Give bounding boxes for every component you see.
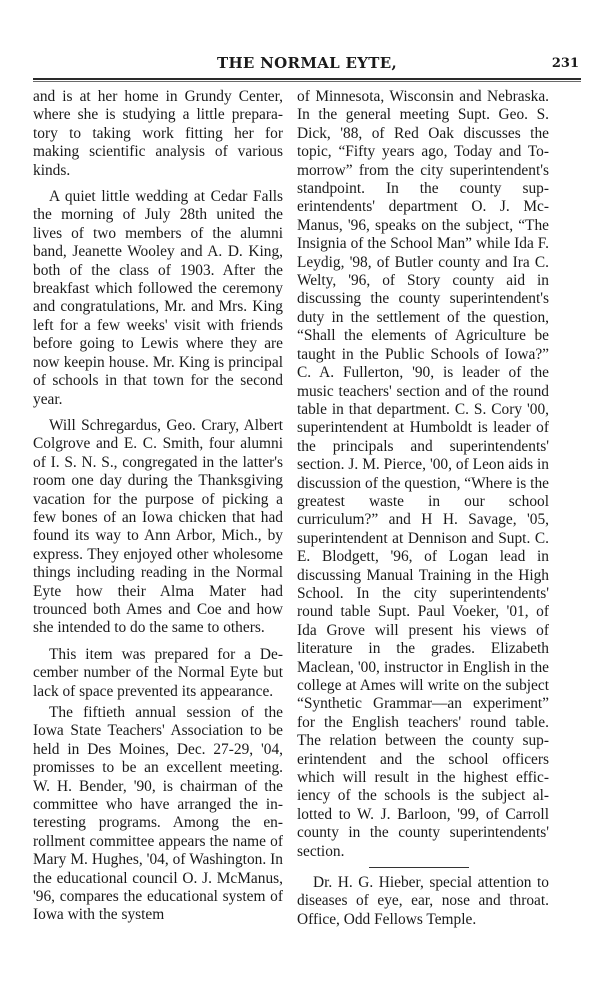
paragraph-association-continued: of Minnesota, Wisconsin and Nebraska. In the general meeting Supt. Geo. S. Dick, '88, of Red Oak discusses the topic, “Fifty years ago, Today and Tomorrow” from the city superintendent's standpoint. In the county superintendents' department O. J. McManus, '96, speaks on the subject, “The Insignia of the School Man” while Ida F. Leydig, '98, of Butler county and Ira C. Welty, '96, of Story county aid in discussing the county superintendent's duty in the settlement of the question, “Shall the elements of Agriculture be taught in the Public Schools of Iowa?” C. A. Fullerton, '90, is leader of the music teachers' section and of the round table in that department. C. S. Cory '00, superintendent at Humboldt is leader of the principals and superintendents' section. J. M. Pierce, '00, of Leon aids in discussion of the question, “Where is the greatest waste in our school curriculum?” and H H. Savage, '05, superintendent at Dennison and Supt. C. E. Blodgett, '96, of Logan lead in discussing Manual Training in the High School. In the city superintendents' round table Supt. Paul Voeker, '01, of Ida Grove will present his views of literature in the grades. Elizabeth Maclean, '00, instructor in English in the college at Ames will write on the subject “Synthetic Grammar—an experiment” for the English teachers' round table. The relation between the county superintendent and the school officers which will result in the highest efficiency of the schools is the subject allotted to W. J. Barloon, '99, of Carroll county in the county superintendents' section.	[297, 88, 549, 860]
paragraph-teachers-association: The fiftieth annual session of the Iowa State Teachers' Association to be held in Des Moines, Dec. 27-29, '04, promisses to be an excellent meeting. W. H. Bender, '90, is chairman of the committee who have arranged the interesting programs. Among the enrollment committee appears the name of Mary M. Hughes, '04, of Washington. In the educational council O. J. McManus, '96, compares the educational system of Iowa with the system	[33, 704, 283, 924]
paragraph-grundy-center: and is at her home in Grundy Center, where she is studying a little preparatory to taking work fitting her for making scientific analysis of various kinds.	[33, 88, 283, 179]
paragraph-advertisement-hieber: Dr. H. G. Hieber, special attention to diseases of eye, ear, nose and throat. Office, Odd Fellows Temple.	[297, 874, 549, 928]
header-rule	[33, 78, 581, 82]
page-number: 231	[551, 56, 579, 71]
left-column	[33, 88, 283, 925]
paragraph-ann-arbor-alumni: Will Schregardus, Geo. Crary, Albert Colgrove and E. C. Smith, four alumni of I. S. N. S., congregated in the latter's room one day during the Thanksgiving vacation for the purpose of picking a few bones of an Iowa chicken that had found its way to Ann Arbor, Mich., by express. They enjoyed other wholesome things including reading in the Normal Eyte how their Alma Mater had trounced both Ames and Coe and how she intended to do the same to others.	[33, 416, 283, 637]
page-header	[33, 52, 581, 74]
paragraph-wedding: A quiet little wedding at Cedar Falls the morning of July 28th united the lives of two members of the alumni band, Jeanette Wooley and A. D. King, both of the class of 1903. After the breakfast which followed the ceremony and congratulations, Mr. and Mrs. King left for a few weeks' visit with friends before going to Lewis where they are now keepin house. Mr. King is principal of schools in that town for the second year.	[33, 188, 283, 408]
publication-title: THE NORMAL EYTE,	[216, 54, 397, 72]
right-column	[297, 88, 549, 929]
paragraph-editor-note: This item was prepared for a December number of the Normal Eyte but lack of space prevented its appearance.	[33, 645, 283, 700]
section-divider	[369, 867, 469, 868]
